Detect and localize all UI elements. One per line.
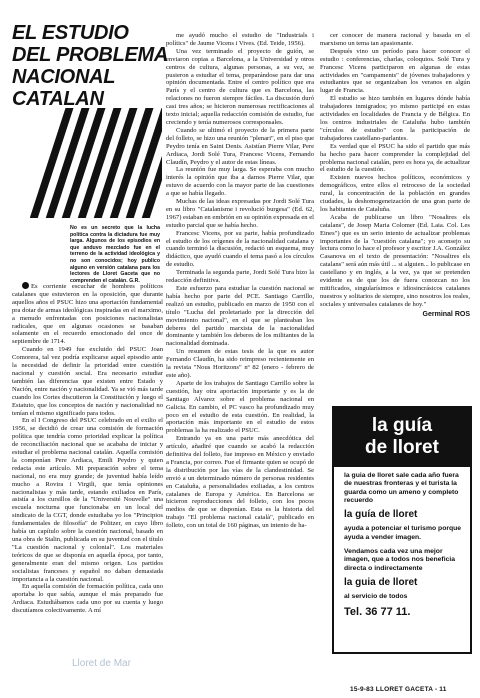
paragraph: Muchas de las ideas expresadas por Jordi Solé Tura en su libro "Catalanisme i revolució burgesa" (Ed. 62, 1967) estaban en embrión en su opinión expresada en el estudio parcial que se había hecho. xyxy=(166,198,314,229)
article-column-2 xyxy=(166,32,314,673)
article-intro: No es un secreto que la lucha política contra la dictadura fue muy larga. Algunos de los episodios en que anduvo mezclado fue en el terreno de la actividad ideológica y no son conocidos; hoy publico alguno en versión catalana para los lectores de Lloret Gaceta que no comprenden el catalán. G.R. xyxy=(70,225,160,284)
paragraph: Cuando en 1949 fue excluido del PSUC Joan Comorera, tal vez podría explicarse aquel episodio ante la necesidad de definir la prioridad entre cuestión nacional y cuestión social. Era necesario estudiar también las diferencias que existen entre Estado y Nación, entre nación y nacionalidad. Ya se vió más tarde cuando los Cortes discutieron la Constitución y luego el Estatuto, que los conceptos de nación y nacionalidad no tenían el mismo significado para todos. xyxy=(12,346,163,417)
paragraph: Terminada la segunda parte, Jordi Solé Tura hizo la redacción definitiva. xyxy=(166,269,314,285)
paragraph: Es verdad que el PSUC ha sido el partido que más ha hecho para hacer comprender la complejidad del problema nacional catalán, pero es hora ya, de actualizar el estudio de la cuestión. xyxy=(320,142,470,174)
ad-text: Vendamos cada vez una mejor imagen, que a todos nos beneficia directa o indirectamente xyxy=(344,548,456,572)
ad-heading-line: la guía xyxy=(371,415,433,436)
paragraph: Entrando ya en una parte más anecdótica del artículo, añadiré que cuando se acabó la redacción definitiva del folleto, fue impreso en México y enviado a Francia, por correo. Fue el firmante quien se ocupó de la distribución por las vías de la clandestinidad. Se envió a un determinado número de personas residentes en Cataluña, a personalidades exiliadas, a los centros catalanes de Europa y América. En Barcelona se hicieron reproducciones del folleto, con los pocos medios de que se disponían. Esta es la historia del trabajo "El problema nacional català", publicado en folleto, con un total de 160 páginas, un intento de ha- xyxy=(166,435,314,530)
ad-logo-text: la guia de lloret xyxy=(344,576,418,588)
ad-heading xyxy=(334,408,470,467)
paragraph: Es corriente escuchar de hombres políticos catalanes que estuvieron en la oposición, que durante aquellos años el PSUC hizo una aportación fundamental pra dotar de armas ideológicas inspiradas en el marximo, a menudo enfrentadas con posiciones nacionalistas radicales, que en algunas ocasiones se basaban solamente en el recuerdo emocionado del once de septiembre de 1714. xyxy=(12,283,163,346)
article-column-3 xyxy=(320,32,470,387)
ad-heading-line: de lloret xyxy=(365,437,439,458)
author-signature: Germinal ROS xyxy=(422,310,470,318)
advertisement-box xyxy=(332,406,472,654)
title-line: EL ESTUDIO xyxy=(12,22,129,44)
title-line: DEL PROBLEMA xyxy=(12,44,169,66)
decorative-stripes xyxy=(30,108,162,218)
paragraph: Una vez terminado el proyecto de guión, se enviaron copias a Barcelona, a la Universidad y otros centros de cultura, algunas personas, a su vez, se pusieron a estudiar el tema, preparándose para dar una opinión documentada. Entre el centro político que era París y el centro de cultura que es Barcelona, las relaciones no fueron siempre fáciles. La discusión duró casi tres años; se hicieron numerosas rectificaciones al texto inicial; aquella redacción comisión de estudio, fue creciendo y tenía numerosos corresponsales. xyxy=(166,47,314,126)
paragraph: Acaba de publicarse un libro "Nosaltres els catalans", de Josep Maria Colomer (Ed. Laia. Col. Les Eines") que es un serio intento de actualizar problemas importantes de la "cuestión catalana"; yo aconsejo su lectura como lo hace el profesor y escritor J.A. González Casanova en el texto de presentación: "Nosaltres els catalans" será aún más útil ... si alguien... lo publicase en castellano y en inglés, a la vez, ya que se pretenden evidente es de que los de fuera conozcan no los mitificados, singularísimos e idiosincrásicos catalanes nuestros y solitarios de siempre, sino nosotros los reales, sociales y universales catalanes de hoy." xyxy=(320,213,470,308)
ad-text: ayuda a potenciar el turismo porque ayuda a vender imagen. xyxy=(344,525,462,541)
paragraph: Un resumen de estas tesis de la que es autor Fernando Claudín, ha sido reimpreso recientemente en la revista "Nous Horitzons" nº 82 (enero - febrero de este año). xyxy=(166,348,314,379)
watermark: Lloret de Mar xyxy=(72,658,131,669)
paragraph: me ayudó mucho el estudio de "Industrials i polítics" de Jaume Vicens i Vives. (Ed. Teide, 1956). xyxy=(166,32,314,47)
ad-text: la guia de lloret sale cada año fuera de nuestras fronteras y el turista la guarda como un ameno y completo recuerdo xyxy=(344,472,459,504)
title-line: CATALAN xyxy=(12,88,104,110)
paragraph: Después vino un período para hacer conocer el estudio : conferencias, charlas, coloquios. Solé Tura y Francesc Vicens participaron en algunas de estas actividades en "campaments" de jóvenes trabajadores y estudiantes que se organizaban los veranos en algún lugar de Francia. xyxy=(320,47,470,95)
title-line: NACIONAL xyxy=(12,66,116,88)
paragraph: Existen nuevos hechos políticos, económicos y demográficos, entre ellos el retroceso de la sociedad rural, la concentración de la población en grandes ciudades, la deshomogeneización de una gran parte de los habitantes de Cataluña. xyxy=(320,174,470,213)
article-column-1 xyxy=(12,282,163,678)
paragraph: La reunión fue muy larga. Se esperaba con mucho interés la opinión que iba a darnos Pierre Vilar, que estuvo de acuerdo con la mayor parte de las cuestiones a que se había llegado. xyxy=(166,166,314,198)
paragraph: En aquella comisión de formación política, cada uno aportaba lo que sabía, aunque el más preparado fue Ardiaca. Estudiábamos cada uno por su cuenta y luego discutíamos colectivamente. A mí xyxy=(12,583,163,615)
ad-text: al servicio de todos xyxy=(344,593,408,601)
paragraph: cer conocer de manera racional y basada en el marxismo un tema tan apasionante. xyxy=(320,32,470,47)
ad-body xyxy=(334,467,470,616)
paragraph: En el I Congreso del PSUC celebrado en el exilio el 1956, se decidió de crear una comisión de formación política que tendría como prioridad explicar la política de reconciliación nacional que se acababa de iniciar y estudiar el problema nacional catalán. Aquella comisión la componían Pere Ardiaca, Emili Peydro y quien redacta este artículo. Mi preparación sobre el tema nacional, no era muy grande; de juventud había leído mucho a Rovira i Virgili, que tenía opiniones nacionalistas y más tarde, estando exiliados en París, asistía a los cursillos de la "Université Nouvelle" una escuela nocturna que funcionaba en un local del sindicato de la CGT, donde estudiaba yo los "Principios fundamentales de filosofía" de Politzer, en cuyo libro había un capítulo sobre la cuestión nacional, basado en una obra de Stalin, publicada en su juventud con el título "La cuestión nacional y colonial". Los materiales teóricos de que se disponía en aquella época, por tanto, generalmente eran del mismo origen. Los partidos socialistas franceses y español no daban demasiada importancia a la cuestión nacional. xyxy=(12,417,163,583)
ad-logo-text: la guía de lloret xyxy=(344,509,418,521)
paragraph: Francesc Vicens, por su parte, había profundizado el estudio de los orígenes de la nacionalidad catalana y cuando terminó la discusión, redactó un esquema, muy didáctico, que ayudó cuando el tema pasó a los círculos de estudio. xyxy=(166,229,314,269)
paragraph: Cuando se ultimó el proyecto de la primera parte del folleto, se hizo una reunión "plenari", en el piso que Peydro tenía en Saint Denis. Asistían Pierre Vilar, Pere Ardiaca, Jordi Solé Tura, Francesc Vicens, Fernando Claudín, Peydro y el autor de estas líneas. xyxy=(166,126,314,166)
bullet-icon xyxy=(22,282,29,289)
paragraph: Aparte de los trabajos de Santiago Carrillo sobre la cuestión, hay otra aportación importante y es la de Santiago Alvarez sobre el problema nacional en Galicia. En cambio, el PC vasco ha profundizado muy poco en el estudio de esta cuestión. En realidad, la aportación más importante en el estudio de estos problemas la ha realizado el PSUC. xyxy=(166,379,314,435)
page-footer: 15-9-83 LLORET GACETA - 11 xyxy=(350,686,447,693)
article-title xyxy=(12,22,169,110)
paragraph: Este esfuerzo para estudiar la cuestión nacional se había hecho por parte del PCE. Santiago Carrillo, realizó un estudio, publicado en marzo de 1950 con el título "Lucha del proletariado por la dirección del movimiento nacional", en el que se planteaban los deberes del partido marxista de la nacionalidad dominante y también los deberes de los militantes de la nacionalidad dominada. xyxy=(166,285,314,348)
ad-phone: Tel. 36 77 11. xyxy=(344,605,411,618)
paragraph: El estudio se hizo también en lugares dónde había trabajadores inmigrados; yo mismo participé en estas actividades en localidades de Francia y de Bélgica. En los centros industriales de Cataluña hubo también "círculos de estudio" con la participación de trabajadores castellano-parlantes. xyxy=(320,95,470,142)
